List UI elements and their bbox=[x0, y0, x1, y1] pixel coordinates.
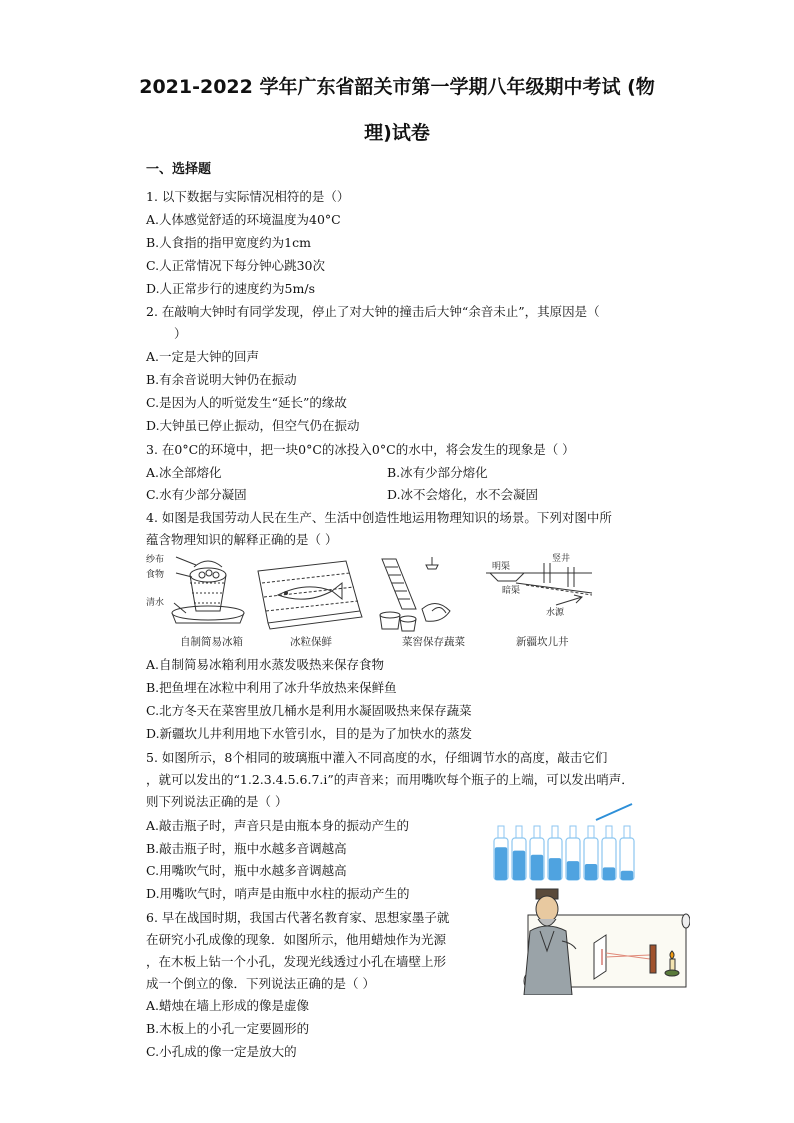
bottle bbox=[530, 826, 544, 880]
bottle-water bbox=[585, 864, 597, 880]
document-title-line2: 理)试卷 bbox=[364, 122, 430, 144]
q6-mozi-figure bbox=[510, 885, 690, 995]
fridge-drawing bbox=[172, 557, 244, 623]
bottle-neck bbox=[570, 826, 576, 838]
q1-option-b: B.人食指的指甲宽度约为1cm bbox=[146, 235, 311, 250]
label-water-source: 水源 bbox=[546, 608, 565, 618]
cellar-drawing bbox=[380, 557, 450, 631]
q5-stem-line1: 5. 如图所示，8个相同的玻璃瓶中灌入不同高度的水，仔细调节水的高度，敲击它们 bbox=[146, 750, 608, 765]
label-open-channel: 明渠 bbox=[492, 562, 511, 572]
q4-caption-3: 菜窖保存蔬菜 bbox=[402, 636, 465, 648]
label-hidden-channel: 暗渠 bbox=[502, 586, 521, 596]
q5-option-a: A.敲击瓶子时，声音只是由瓶本身的振动产生的 bbox=[146, 818, 410, 833]
q3-stem: 3. 在0°C的环境中，把一块0°C的冰投入0°C的水中，将会发生的现象是（ ） bbox=[146, 442, 575, 457]
bottle-neck bbox=[588, 826, 594, 838]
q5-stem-line3: 则下列说法正确的是（ ） bbox=[146, 794, 288, 809]
q4-caption-4: 新疆坎儿井 bbox=[516, 636, 569, 648]
bottle-neck bbox=[606, 826, 612, 838]
q4-stem-line1: 4. 如图是我国劳动人民在生产、生活中创造性地运用物理知识的场景。下列对图中所 bbox=[146, 510, 612, 525]
q2-option-b: B.有余音说明大钟仍在振动 bbox=[146, 372, 297, 387]
bottle bbox=[494, 826, 508, 880]
bottle bbox=[620, 826, 634, 880]
q1-option-d: D.人正常步行的速度约为5m/s bbox=[146, 281, 315, 296]
bottle-water bbox=[567, 861, 579, 880]
q6-option-a: A.蜡烛在墙上形成的像是虚像 bbox=[146, 998, 310, 1013]
bottle-neck bbox=[552, 826, 558, 838]
q4-option-d: D.新疆坎儿井利用地下水管引水，目的是为了加快水的蒸发 bbox=[146, 726, 473, 741]
q4-figure bbox=[146, 553, 596, 645]
q1-option-c: C.人正常情况下每分钟心跳30次 bbox=[146, 258, 325, 273]
bottle-water bbox=[531, 855, 543, 880]
bottle-neck bbox=[498, 826, 504, 838]
q1-stem: 1. 以下数据与实际情况相符的是（） bbox=[146, 189, 350, 204]
bottle-water bbox=[495, 847, 507, 880]
ice-fish-drawing bbox=[258, 561, 362, 629]
bottle bbox=[566, 826, 580, 880]
q5-stem-line2: ，就可以发出的“1.2.3.4.5.6.7.i”的声音来；而用嘴吹每个瓶子的上端，可以发出哨声． bbox=[146, 772, 634, 787]
q5-bottles-figure bbox=[490, 798, 640, 882]
section-heading: 一、选择题 bbox=[146, 162, 212, 177]
q5-option-d: D.用嘴吹气时，哨声是由瓶中水柱的振动产生的 bbox=[146, 886, 410, 901]
q4-stem-line2: 蕴含物理知识的解释正确的是（ ） bbox=[146, 532, 338, 547]
q4-caption-1: 自制简易冰箱 bbox=[180, 636, 243, 648]
bottle-neck bbox=[516, 826, 522, 838]
bottle-water bbox=[549, 858, 561, 880]
q3-option-a: A.冰全部熔化 bbox=[146, 465, 222, 480]
q2-option-a: A.一定是大钟的回声 bbox=[146, 349, 260, 364]
q4-option-c: C.北方冬天在菜窖里放几桶水是利用水凝固吸热来保存蔬菜 bbox=[146, 703, 472, 718]
bottle-water bbox=[603, 867, 615, 880]
q2-option-d: D.大钟虽已停止振动，但空气仍在振动 bbox=[146, 418, 360, 433]
label-water: 清水 bbox=[146, 598, 165, 608]
label-gauze: 纱布 bbox=[146, 555, 165, 565]
q6-option-c: C.小孔成的像一定是放大的 bbox=[146, 1044, 297, 1059]
q6-stem-line3: ，在木板上钻一个小孔，发现光线透过小孔在墙壁上形 bbox=[146, 954, 447, 969]
q6-stem-line1: 6. 早在战国时期，我国古代著名教育家、思想家墨子就 bbox=[146, 910, 450, 925]
bottle bbox=[584, 826, 598, 880]
q4-caption-2: 冰粒保鲜 bbox=[290, 636, 332, 648]
label-food: 食物 bbox=[146, 570, 165, 580]
bottle-neck bbox=[624, 826, 630, 838]
bottle bbox=[548, 826, 562, 880]
q4-option-a: A.自制简易冰箱利用水蒸发吸热来保存食物 bbox=[146, 657, 385, 672]
q2-option-c: C.是因为人的听觉发生“延长”的缘故 bbox=[146, 395, 347, 410]
q2-stem-line1: 2. 在敲响大钟时有同学发现，停止了对大钟的撞击后大钟“余音未止”，其原因是（ bbox=[146, 304, 600, 319]
q4-option-b: B.把鱼埋在冰粒中利用了冰升华放热来保鲜鱼 bbox=[146, 680, 397, 695]
striking-stick bbox=[596, 804, 632, 820]
q3-option-b: B.冰有少部分熔化 bbox=[387, 465, 488, 480]
bottle-neck bbox=[534, 826, 540, 838]
bottle bbox=[512, 826, 526, 880]
bottle bbox=[602, 826, 616, 880]
document-title-line1: 2021-2022 学年广东省韶关市第一学期八年级期中考试 (物 bbox=[139, 76, 655, 98]
bottle-water bbox=[621, 871, 633, 880]
bottle-water bbox=[513, 851, 525, 880]
q6-option-b: B.木板上的小孔一定要圆形的 bbox=[146, 1021, 310, 1036]
q6-stem-line2: 在研究小孔成像的现象．如图所示，他用蜡烛作为光源 bbox=[146, 932, 447, 947]
q6-stem-line4: 成一个倒立的像．下列说法正确的是（ ） bbox=[146, 976, 375, 991]
q3-option-d: D.冰不会熔化，水不会凝固 bbox=[387, 487, 539, 502]
q3-option-c: C.水有少部分凝固 bbox=[146, 487, 247, 502]
q5-option-b: B.敲击瓶子时，瓶中水越多音调越高 bbox=[146, 841, 347, 856]
q1-option-a: A.人体感觉舒适的环境温度为40°C bbox=[146, 212, 341, 227]
q5-option-c: C.用嘴吹气时，瓶中水越多音调越高 bbox=[146, 863, 347, 878]
q2-stem-line2: ） bbox=[174, 326, 187, 341]
label-vertical-well: 竖井 bbox=[552, 554, 571, 564]
